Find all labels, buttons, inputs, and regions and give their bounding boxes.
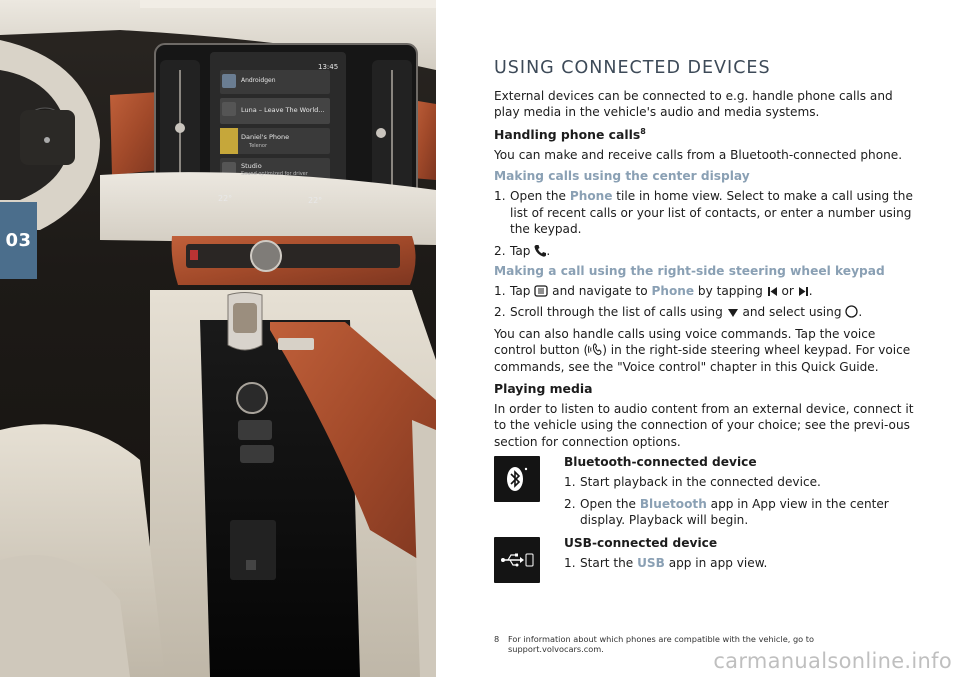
screen-tile-1: Androidgen — [241, 77, 276, 84]
bluetooth-app-ref: Bluetooth — [639, 496, 707, 511]
usb-icon — [494, 537, 540, 583]
phone-tile-ref: Phone — [569, 189, 613, 204]
phone-text: You can make and receive calls from a Bluetooth-connected phone. — [494, 147, 903, 162]
screen-tile-3: Daniel's Phone — [241, 133, 290, 141]
center-display-heading: Making calls using the center display — [494, 169, 750, 184]
steering-wheel-steps — [494, 283, 914, 321]
voice-control-paragraph: You can also handle calls using voice commands. Tap the voice control button ( ) in the right-side steering wheel keypad. For voice commands, see the "Voice control" chapter in this Quick Guide. — [494, 326, 911, 374]
list-item: 1. Open the Phone tile in home view. Select to make a call using the list of recent calls or your list of contacts, or enter a number using the keypad. — [494, 189, 913, 237]
usb-app-ref: USB — [637, 556, 665, 571]
previous-track-icon — [767, 286, 778, 297]
chapter-tab: 03 — [0, 202, 37, 279]
bluetooth-section — [494, 456, 914, 533]
next-track-icon — [798, 286, 809, 297]
footnote-ref: 8 — [640, 126, 646, 136]
steering-wheel-heading: Making a call using the right-side steering wheel keypad — [494, 263, 885, 278]
footnote-number: 8 — [494, 634, 500, 644]
intro-paragraph: External devices can be connected to e.g. handle phone calls and play media in the vehicle's audio and media systems. — [494, 89, 893, 120]
screen-temp-right: 22° — [308, 196, 323, 205]
footnote-text: For information about which phones are compatible with the vehicle, go to support.volvocars.com. — [508, 634, 814, 654]
media-heading: Playing media — [494, 381, 593, 396]
screen-tile-2: Luna – Leave The World... — [241, 106, 325, 114]
media-text: In order to listen to audio content from an external device, connect it to the vehicle using the connection of your choice; see the previ-ous section for connection options. — [494, 402, 914, 449]
screen-tile-4-sub: Sound optimized for driver — [241, 171, 308, 177]
phone-heading: Handling phone calls$^8$ — [494, 126, 646, 142]
scroll-down-icon — [727, 308, 739, 318]
car-interior-illustration — [0, 0, 436, 677]
screen-tile-4: Studio — [241, 162, 262, 170]
list-item: 2. Open the Bluetooth app in App view in the center display. Playback will begin. — [564, 496, 889, 528]
usb-steps — [564, 555, 914, 571]
phone-app-ref: Phone — [651, 283, 695, 298]
car-interior-photo — [0, 0, 436, 677]
bluetooth-steps — [564, 474, 914, 528]
content-column — [494, 58, 914, 583]
list-item: 2. Tap . — [494, 243, 551, 258]
center-display-steps — [494, 188, 914, 259]
list-item: 1. Tap and navigate to Phone by tapping or . — [494, 283, 813, 298]
list-item: 1. Start playback in the connected device. — [564, 475, 821, 490]
screen-temp-left: 22° — [218, 194, 233, 203]
screen-tile-3-sub: Telenor — [249, 143, 268, 149]
bluetooth-icon — [494, 456, 540, 502]
screen-clock: 13:45 — [318, 63, 339, 71]
watermark: carmanualsonline.info — [713, 649, 952, 673]
list-item: 2. Scroll through the list of calls using and select using . — [494, 305, 863, 320]
voice-control-icon — [588, 343, 602, 356]
list-item: 1. Start the USB app in app view. — [564, 556, 768, 571]
page-title: USING CONNECTED DEVICES — [494, 58, 771, 78]
bluetooth-heading: Bluetooth-connected device — [564, 455, 757, 470]
usb-section — [494, 537, 914, 583]
confirm-circle-icon — [845, 305, 858, 318]
phone-handset-icon — [534, 244, 546, 257]
home-button-icon — [534, 285, 548, 297]
usb-heading: USB-connected device — [564, 536, 718, 551]
